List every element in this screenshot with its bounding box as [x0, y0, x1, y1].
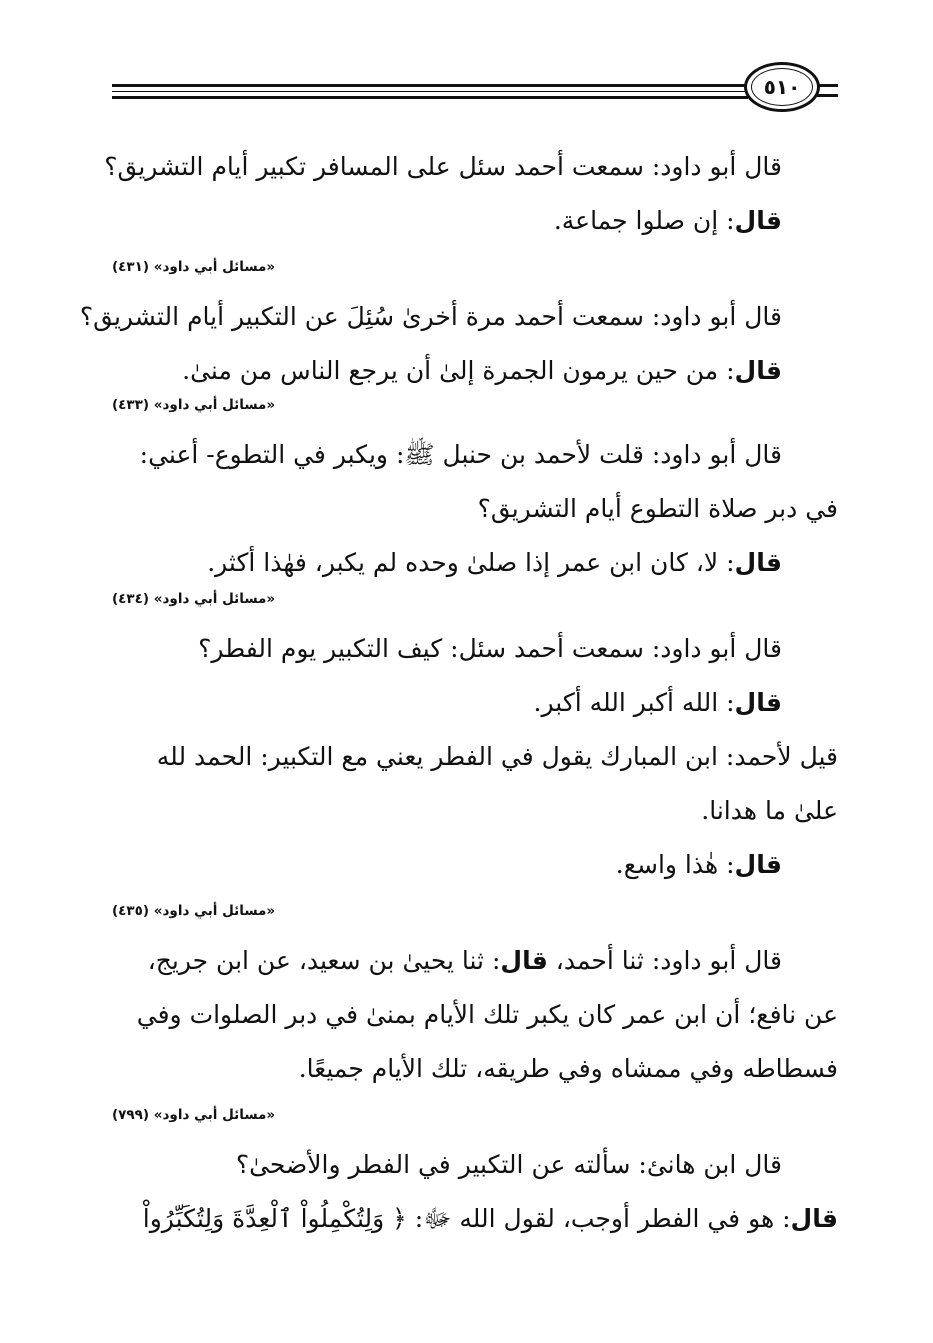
text-line: [112, 934, 838, 988]
answer-text: : هٰذا واسع.: [615, 850, 735, 879]
page-body: [79, 140, 838, 1246]
text-line: في دبر صلاة التطوع أيام التشريق؟: [477, 494, 838, 523]
text-line: فسطاطه وفي ممشاه وفي طريقه، تلك الأيام جميعًا.: [298, 1054, 838, 1083]
text-line: عن نافع؛ أن ابن عمر كان يكبر تلك الأيام بمنىٰ في دبر الصلوات وفي: [136, 1000, 838, 1029]
qal-keyword: قال: [734, 206, 782, 235]
answer-text: : من حين يرمون الجمرة إلىٰ أن يرجع الناس من منىٰ.: [182, 356, 735, 385]
answer-text: : إن صلوا جماعة.: [553, 206, 735, 235]
answer-text: : الله أكبر الله أكبر.: [533, 688, 735, 717]
answer-line: [112, 1192, 838, 1246]
header-rule-left-top: [112, 84, 748, 87]
header-rule-left-mid: [112, 91, 748, 92]
text-line: قال ابن هانئ: سألته عن التكبير في الفطر والأضحىٰ؟: [235, 1150, 782, 1179]
text-line: قال أبو داود: سمعت أحمد سئل: كيف التكبير يوم الفطر؟: [198, 634, 782, 663]
text-line: قال أبو داود: سمعت أحمد سئل على المسافر تكبير أيام التشريق؟: [104, 152, 782, 181]
header-rule-right-bottom: [816, 94, 838, 97]
header-rule-left-bottom: [112, 96, 748, 99]
qal-keyword: قال: [734, 548, 782, 577]
source-reference: «مسائل أبي داود» (٤٣٤): [112, 591, 276, 607]
answer-line: [112, 194, 838, 248]
source-reference: «مسائل أبي داود» (٧٩٩): [112, 1107, 276, 1123]
qal-keyword: قال: [734, 356, 782, 385]
text-fragment: : ثنا يحيىٰ بن سعيد، عن ابن جريج،: [147, 946, 501, 975]
text-line: قال أبو داود: سمعت أحمد مرة أخرىٰ سُئِلَ عن التكبير أيام التشريق؟: [79, 302, 782, 331]
page-number: ٥١٠: [751, 68, 813, 106]
source-reference: «مسائل أبي داود» (٤٣١): [112, 259, 276, 275]
answer-text: : هو في الفطر أوجب، لقول الله ﷻ: ﴿ وَلِتُكْمِلُواْ ٱلْعِدَّةَ وَلِتُكَبِّرُواْ: [142, 1204, 791, 1233]
text-line: علىٰ ما هدانا.: [701, 796, 838, 825]
answer-line: [112, 344, 838, 398]
page-number-ornament: [744, 62, 820, 112]
source-reference: «مسائل أبي داود» (٤٣٣): [112, 397, 276, 413]
qal-keyword: قال: [734, 688, 782, 717]
text-fragment: قال أبو داود: ثنا أحمد،: [555, 946, 782, 975]
answer-line: [112, 676, 838, 730]
qal-keyword: قال: [500, 946, 548, 975]
qal-keyword: قال: [734, 850, 782, 879]
source-reference: «مسائل أبي داود» (٤٣٥): [112, 903, 276, 919]
answer-line: [112, 536, 838, 590]
text-line: قال أبو داود: قلت لأحمد بن حنبل ﷺ: ويكبر في التطوع- أعني:: [139, 440, 782, 469]
qal-keyword: قال: [790, 1204, 838, 1233]
text-line: قيل لأحمد: ابن المبارك يقول في الفطر يعني مع التكبير: الحمد لله: [156, 742, 838, 771]
answer-line: [112, 838, 838, 892]
answer-text: : لا، كان ابن عمر إذا صلىٰ وحده لم يكبر، فهٰذا أكثر.: [207, 548, 735, 577]
